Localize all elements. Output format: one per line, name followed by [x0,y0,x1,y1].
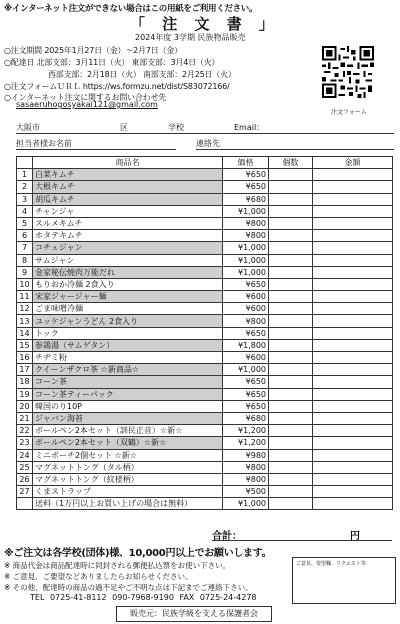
quantity-cell[interactable] [269,230,313,242]
product-name: ユッケジャンうどん 2食入り [33,315,223,327]
product-name: 白菜キムチ [33,169,223,181]
amount-cell[interactable] [313,486,393,498]
quantity-cell[interactable] [269,352,313,364]
row-number: 23 [17,437,33,449]
quantity-cell[interactable] [269,437,313,449]
order-table [16,156,393,510]
quantity-cell[interactable] [269,498,313,510]
table-row [17,327,393,339]
amount-cell[interactable] [313,352,393,364]
row-number: 11 [17,291,33,303]
product-price: ¥1,000 [223,205,269,217]
product-name: 大根キムチ [33,181,223,193]
header-name: 商品名 [33,157,223,169]
product-price: ¥800 [223,315,269,327]
product-name: ホタテキムチ [33,230,223,242]
qr-label: 注文フォーム [331,109,367,116]
quantity-cell[interactable] [269,339,313,351]
quantity-cell[interactable] [269,217,313,229]
product-name: 胡瓜キムチ [33,193,223,205]
field-underline-contact[interactable] [196,149,394,150]
contact-numbers: TEL 0725-41-8112 090-7968-9190 FAX 0725-24-4278 [30,593,257,602]
quantity-cell[interactable] [269,291,313,303]
note-2: ※ ご意見、ご要望などありましたらお知らせください。 [4,572,193,581]
product-price: ¥800 [223,461,269,473]
row-number: 15 [17,339,33,351]
shipping-label: 送料（1万円以上お買い上げの場合は無料） [33,498,223,510]
amount-cell[interactable] [313,291,393,303]
table-row [17,461,393,473]
product-price: ¥1,000 [223,266,269,278]
quantity-cell[interactable] [269,364,313,376]
quantity-cell[interactable] [269,303,313,315]
quantity-cell[interactable] [269,388,313,400]
product-price: ¥800 [223,473,269,485]
product-price: ¥500 [223,486,269,498]
amount-cell[interactable] [313,425,393,437]
header-no [17,157,33,169]
field-email: Email： [234,123,265,132]
amount-cell[interactable] [313,339,393,351]
amount-cell[interactable] [313,437,393,449]
row-number: 6 [17,230,33,242]
product-name: クイーンザクロ茶 ☆新商品☆ [33,364,223,376]
page-subtitle: 2024年度 3学期 民族物品販売 [135,33,246,42]
table-row [17,412,393,424]
product-name: もりおか冷麺 2食入り [33,278,223,290]
table-row [17,303,393,315]
row-number: 1 [17,169,33,181]
product-price: ¥680 [223,412,269,424]
product-name: ボールペン2本セット（訓民正音）☆新☆ [33,425,223,437]
table-row [17,437,393,449]
table-row [17,278,393,290]
product-price: ¥980 [223,449,269,461]
product-price: ¥650 [223,376,269,388]
row-number: 8 [17,254,33,266]
header-qty: 個数 [269,157,313,169]
quantity-cell[interactable] [269,278,313,290]
row-number: 27 [17,486,33,498]
amount-cell[interactable] [313,388,393,400]
table-row [17,169,393,181]
table-row [17,376,393,388]
product-name: ジャバン海苔 [33,412,223,424]
product-price: ¥650 [223,327,269,339]
row-number [17,498,33,510]
seller-footer: 販売元：民族学級を支える保護者会 [116,606,272,622]
table-row [17,315,393,327]
product-name: チヂミ粉 [33,352,223,364]
field-teacher: 担当者様お名前 [16,139,72,148]
product-name: ミニポーチ2個セット ☆新☆ [33,449,223,461]
amount-cell[interactable] [313,278,393,290]
table-row [17,449,393,461]
table-row [17,352,393,364]
table-header-row [17,157,393,169]
row-number: 2 [17,181,33,193]
table-row [17,473,393,485]
quantity-cell[interactable] [269,193,313,205]
amount-cell[interactable] [313,461,393,473]
product-price: ¥800 [223,230,269,242]
delivery-date-2: 西部支部：2月18日（火） 南部支部：2月25日（火） [48,70,236,79]
note-1: ※ 商品代金は商品配達時に同封される郵便払込票をお使い下さい。 [4,561,231,570]
amount-cell[interactable] [313,217,393,229]
quantity-cell[interactable] [269,181,313,193]
product-name: トック [33,327,223,339]
table-row [17,217,393,229]
row-number: 4 [17,205,33,217]
table-row [17,242,393,254]
quantity-cell[interactable] [269,486,313,498]
delivery-date-1: ○配達日 北部支部：3月11日（火） 東部支部：3月4日（火） [4,58,220,67]
product-name: コーン茶 [33,376,223,388]
table-row [17,291,393,303]
page-title: 「 注 文 書 」 [130,15,280,33]
amount-cell[interactable] [313,254,393,266]
row-number: 5 [17,217,33,229]
amount-cell[interactable] [313,169,393,181]
product-price: ¥1,800 [223,339,269,351]
amount-cell[interactable] [313,303,393,315]
table-row [17,364,393,376]
header-amount: 金額 [313,157,393,169]
order-form-url[interactable]: ○注文フォームＵＲＬ https://ws.formzu.net/dist/S83072166/ [4,82,230,91]
product-price: ¥1,200 [223,437,269,449]
quantity-cell[interactable] [269,242,313,254]
table-row [17,205,393,217]
comment-box-label: ご意見、要望欄、リクエスト等： [296,561,371,567]
product-price: ¥650 [223,388,269,400]
total-underline[interactable] [212,540,392,541]
quantity-cell[interactable] [269,266,313,278]
product-price: ¥1,200 [223,425,269,437]
quantity-cell[interactable] [269,169,313,181]
product-price: ¥600 [223,291,269,303]
product-name: 参鶏湯（サムゲタン） [33,339,223,351]
minimum-order-notice: ※ご注文は各学校(団体)様、10,000円以上でお願いします。 [4,548,272,559]
amount-cell[interactable] [313,242,393,254]
row-number: 20 [17,400,33,412]
quantity-cell[interactable] [269,425,313,437]
amount-cell[interactable] [313,181,393,193]
total-label: 合計： [212,531,242,542]
comment-box[interactable] [292,557,396,604]
row-number: 17 [17,364,33,376]
quantity-cell[interactable] [269,400,313,412]
table-row [17,339,393,351]
product-name: ごま味噌冷麺 [33,303,223,315]
product-price: ¥650 [223,400,269,412]
quantity-cell[interactable] [269,327,313,339]
amount-cell[interactable] [313,473,393,485]
note-3: ※ その他、配達時の商品の過不足やご不明な点は下記までご連絡下さい。 [4,583,253,592]
order-table-body [17,169,393,510]
row-number: 18 [17,376,33,388]
order-period: ○注文期間 2025年1月27日（金）～2月7日（金） [4,46,182,55]
product-name: コーン茶ティーパック [33,388,223,400]
shipping-row [17,498,393,510]
quantity-cell[interactable] [269,449,313,461]
row-number: 12 [17,303,33,315]
row-number: 9 [17,266,33,278]
product-price: ¥600 [223,352,269,364]
amount-cell[interactable] [313,315,393,327]
quantity-cell[interactable] [269,412,313,424]
amount-cell[interactable] [313,364,393,376]
row-number: 22 [17,425,33,437]
product-name: スルメキムチ [33,217,223,229]
product-price: ¥600 [223,303,269,315]
row-number: 24 [17,449,33,461]
amount-cell[interactable] [313,449,393,461]
table-row [17,425,393,437]
product-price: ¥650 [223,169,269,181]
row-number: 21 [17,412,33,424]
amount-cell[interactable] [313,193,393,205]
table-row [17,486,393,498]
product-name: マグネットトング（タル柄） [33,461,223,473]
amount-cell[interactable] [313,376,393,388]
amount-cell[interactable] [313,230,393,242]
table-row [17,400,393,412]
table-row [17,266,393,278]
table-row [17,181,393,193]
total-unit: 円 [350,531,360,542]
row-number: 26 [17,473,33,485]
row-number: 7 [17,242,33,254]
quantity-cell[interactable] [269,473,313,485]
row-number: 16 [17,352,33,364]
product-name: コチュジャン [33,242,223,254]
row-number: 25 [17,461,33,473]
amount-cell[interactable] [313,327,393,339]
field-underline-teacher[interactable] [16,149,176,150]
product-price: ¥1,000 [223,364,269,376]
table-row [17,193,393,205]
amount-cell[interactable] [313,412,393,424]
quantity-cell[interactable] [269,315,313,327]
product-price: ¥800 [223,217,269,229]
row-number: 13 [17,315,33,327]
product-price: ¥680 [223,193,269,205]
row-number: 19 [17,388,33,400]
field-city: 大阪市 [16,123,40,132]
product-name: チャンジャ [33,205,223,217]
product-price: ¥1,000 [223,254,269,266]
quantity-cell[interactable] [269,461,313,473]
quantity-cell[interactable] [269,254,313,266]
amount-cell[interactable] [313,266,393,278]
qr-code[interactable] [322,46,374,98]
product-name: 韓国のり10P [33,400,223,412]
quantity-cell[interactable] [269,205,313,217]
header-price: 価格 [223,157,269,169]
field-contact: 連絡先 [196,139,220,148]
table-row [17,388,393,400]
product-name: くまストラップ [33,486,223,498]
row-number: 10 [17,278,33,290]
inquiry-email[interactable]: sasaeruhogosyakai121@gmail.com [16,100,158,109]
amount-cell[interactable] [313,400,393,412]
field-school: 学校 [168,123,184,132]
product-name: マグネットトング（紋様柄） [33,473,223,485]
product-name: 宋家ジャージャー麺 [33,291,223,303]
shipping-price: ¥1,000 [223,498,269,510]
field-underline-1[interactable] [16,133,394,134]
table-row [17,254,393,266]
product-price: ¥1,000 [223,242,269,254]
amount-cell[interactable] [313,205,393,217]
row-number: 14 [17,327,33,339]
table-row [17,230,393,242]
product-price: ¥650 [223,278,269,290]
inquiry-heading: ○インターネット注文に関するお問い合わせ先 [4,93,167,102]
product-name: サムジャン [33,254,223,266]
amount-cell[interactable] [313,498,393,510]
product-name: ボールペン2本セット（双鶴）☆新☆ [33,437,223,449]
top-notice: ※インターネット注文ができない場合はこの用紙をご利用ください。 [4,4,258,14]
product-price: ¥650 [223,181,269,193]
quantity-cell[interactable] [269,376,313,388]
field-ward: 区 [120,123,128,132]
product-name: 金家秘伝焼肉万能だれ [33,266,223,278]
row-number: 3 [17,193,33,205]
